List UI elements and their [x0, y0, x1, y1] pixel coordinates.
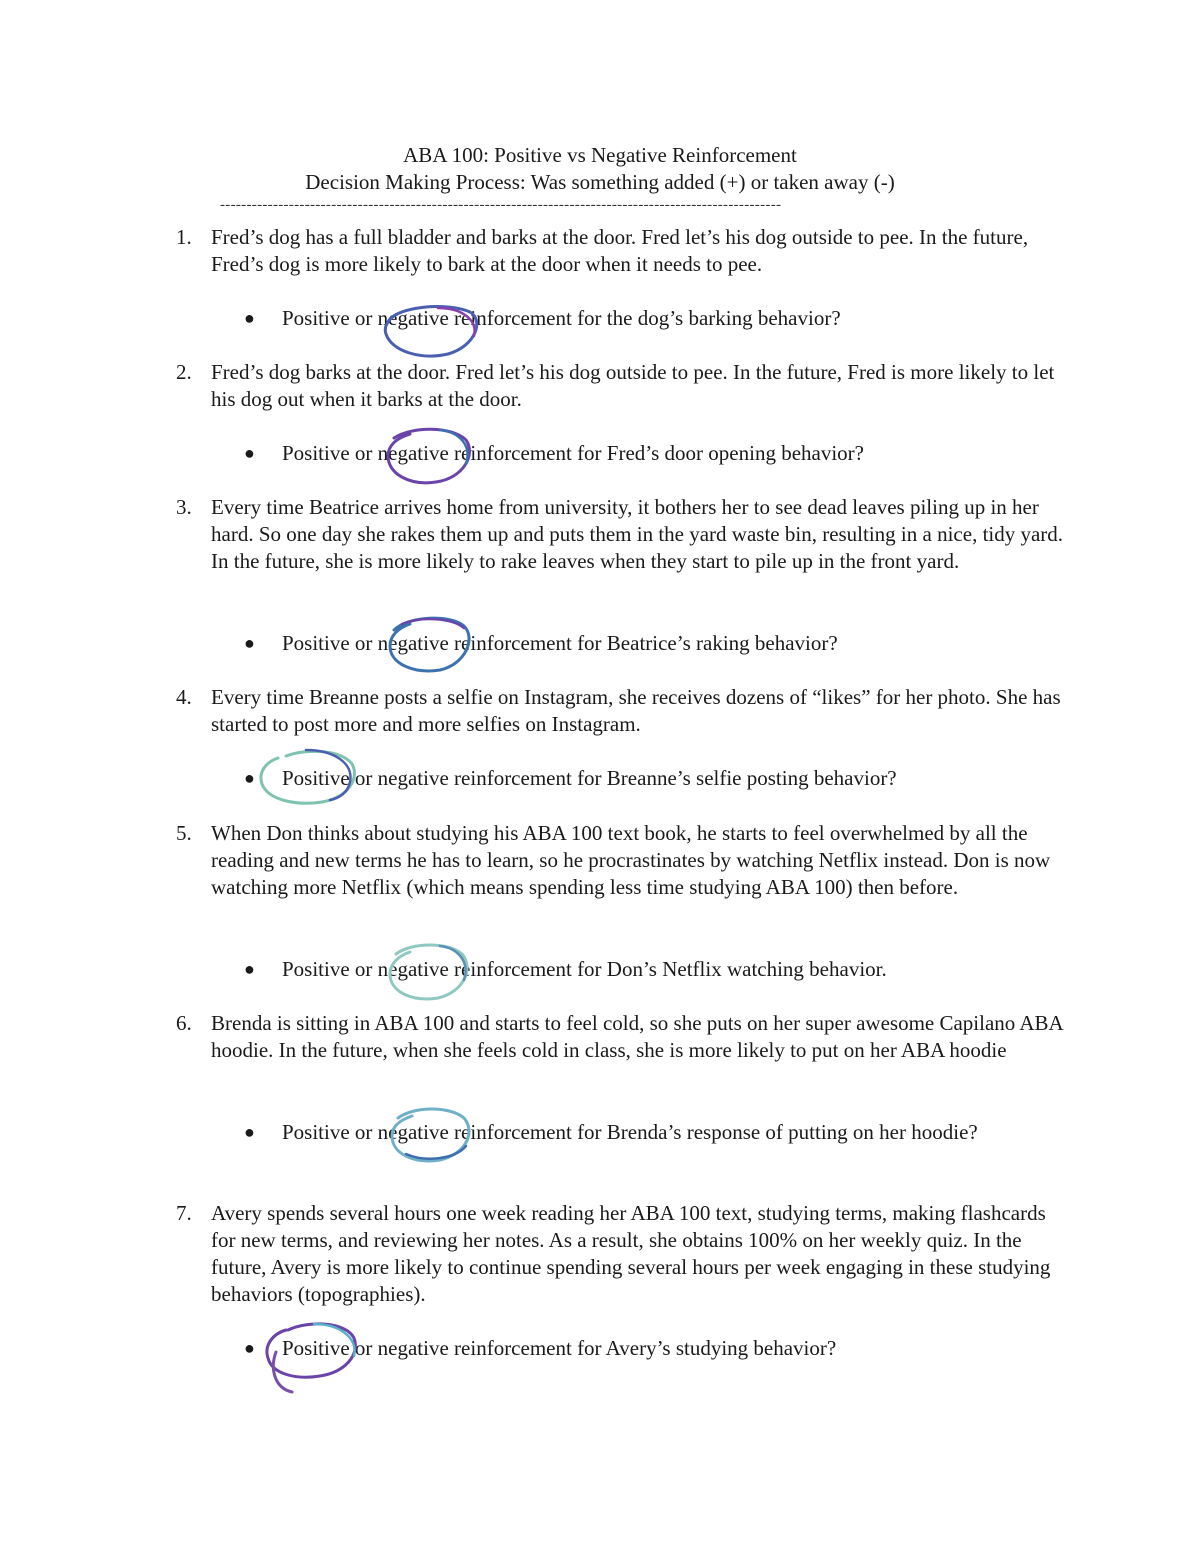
question-5 [176, 820, 1076, 901]
question-3 [176, 494, 1076, 575]
question-number: 3. [176, 495, 192, 519]
answer-prompt-5 [244, 956, 1004, 983]
question-2 [176, 359, 1076, 413]
bullet-icon: ● [244, 443, 255, 463]
answer-prompt-4 [244, 765, 1004, 792]
answer-prompt-1 [244, 305, 1004, 332]
bullet-icon: ● [244, 633, 255, 653]
question-scenario: Fred’s dog has a full bladder and barks at the door. Fred let’s his dog outside to pee. In the future, Fred’s dog is more likely to bark at the door when it needs to pee. [211, 225, 1029, 276]
question-6 [176, 1010, 1076, 1064]
prompt-text: Positive or negative reinforcement for Avery’s studying behavior? [282, 1336, 837, 1360]
prompt-text: Positive or negative reinforcement for Breanne’s selfie posting behavior? [282, 766, 897, 790]
bullet-icon: ● [244, 1338, 255, 1358]
answer-prompt-2 [244, 440, 1004, 467]
question-number: 5. [176, 821, 192, 845]
answer-prompt-3 [244, 630, 1004, 657]
answer-prompt-7 [244, 1335, 1004, 1362]
prompt-text: Positive or negative reinforcement for the dog’s barking behavior? [282, 306, 841, 330]
question-scenario: Brenda is sitting in ABA 100 and starts to feel cold, so she puts on her super awesome Capilano ABA hoodie. In the future, when she feels cold in class, she is more likely to put on her ABA hoodie [211, 1011, 1063, 1062]
question-number: 4. [176, 685, 192, 709]
question-number: 1. [176, 225, 192, 249]
prompt-text: Positive or negative reinforcement for Beatrice’s raking behavior? [282, 631, 838, 655]
question-7 [176, 1200, 1076, 1308]
question-number: 6. [176, 1011, 192, 1035]
bullet-icon: ● [244, 308, 255, 328]
question-scenario: Every time Breanne posts a selfie on Instagram, she receives dozens of “likes” for her photo. She has started to post more and more selfies on Instagram. [211, 685, 1061, 736]
question-scenario: Every time Beatrice arrives home from university, it bothers her to see dead leaves piling up in her hard. So one day she rakes them up and puts them in the yard waste bin, resulting in a nice, tidy yard. In the future, she is more likely to rake leaves when they start to pile up in the front yard. [211, 495, 1064, 573]
prompt-text: Positive or negative reinforcement for Fred’s door opening behavior? [282, 441, 864, 465]
question-number: 7. [176, 1201, 192, 1225]
question-scenario: Avery spends several hours one week reading her ABA 100 text, studying terms, making flashcards for new terms, and reviewing her notes. As a result, she obtains 100% on her weekly quiz. In the future, Avery is more likely to continue spending several hours per week engaging in these studying behaviors (topographies). [211, 1201, 1051, 1306]
bullet-icon: ● [244, 959, 255, 979]
bullet-icon: ● [244, 1122, 255, 1142]
prompt-text: Positive or negative reinforcement for Don’s Netflix watching behavior. [282, 957, 887, 981]
bullet-icon: ● [244, 768, 255, 788]
answer-prompt-6 [244, 1119, 1004, 1146]
document-subtitle: Decision Making Process: Was something added (+) or taken away (-) [305, 170, 895, 194]
question-number: 2. [176, 360, 192, 384]
question-1 [176, 224, 1076, 278]
question-4 [176, 684, 1076, 738]
dashed-divider: ---------------------------------------------------------------------------------------------------------- [220, 197, 782, 213]
prompt-text: Positive or negative reinforcement for Brenda’s response of putting on her hoodie? [282, 1120, 978, 1144]
document-title: ABA 100: Positive vs Negative Reinforcement [403, 143, 797, 167]
question-scenario: When Don thinks about studying his ABA 100 text book, he starts to feel overwhelmed by all the reading and new terms he has to learn, so he procrastinates by watching Netflix instead. Don is now watching more Netflix (which means spending less time studying ABA 100) then before. [211, 821, 1051, 899]
question-scenario: Fred’s dog barks at the door. Fred let’s his dog outside to pee. In the future, Fred is more likely to let his dog out when it barks at the door. [211, 360, 1055, 411]
